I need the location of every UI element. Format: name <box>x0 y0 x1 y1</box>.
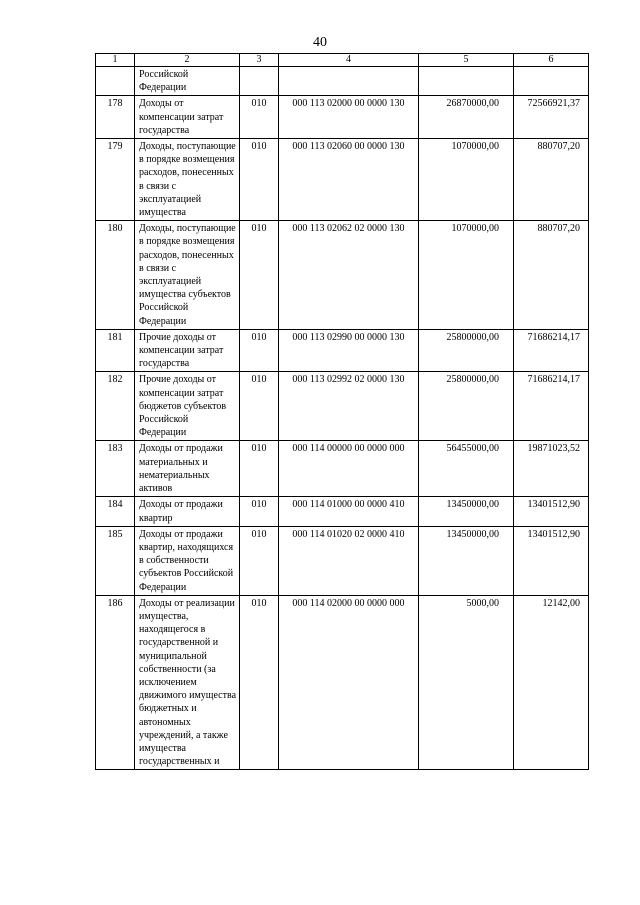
row-planned: 25800000,00 <box>419 329 514 372</box>
row-name: Доходы от продажи квартир <box>135 497 240 526</box>
row-line-code: 010 <box>240 139 279 221</box>
row-line-code: 010 <box>240 221 279 330</box>
row-planned: 25800000,00 <box>419 372 514 441</box>
table-row <box>96 329 589 372</box>
row-line-code: 010 <box>240 595 279 770</box>
header-col-6: 6 <box>514 54 589 67</box>
row-planned: 26870000,00 <box>419 96 514 139</box>
row-actual <box>514 67 589 96</box>
row-name: Доходы, поступающие в порядке возмещения расходов, понесенных в связи с эксплуатацией имущества субъектов Российской Федерации <box>135 221 240 330</box>
row-number <box>96 67 135 96</box>
row-planned: 1070000,00 <box>419 221 514 330</box>
row-actual: 71686214,17 <box>514 329 589 372</box>
row-actual: 12142,00 <box>514 595 589 770</box>
row-number: 186 <box>96 595 135 770</box>
row-actual: 72566921,37 <box>514 96 589 139</box>
header-row <box>96 54 589 67</box>
row-name: Российской Федерации <box>135 67 240 96</box>
row-number: 185 <box>96 526 135 595</box>
row-actual: 13401512,90 <box>514 526 589 595</box>
row-budget-code: 000 114 02000 00 0000 000 <box>279 595 419 770</box>
row-number: 183 <box>96 441 135 497</box>
row-budget-code: 000 114 00000 00 0000 000 <box>279 441 419 497</box>
row-budget-code: 000 113 02992 02 0000 130 <box>279 372 419 441</box>
row-planned: 13450000,00 <box>419 526 514 595</box>
row-budget-code <box>279 67 419 96</box>
table-body <box>96 67 589 770</box>
row-planned <box>419 67 514 96</box>
budget-table <box>95 53 589 770</box>
row-name: Доходы от продажи квартир, находящихся в собственности субъектов Российской Федерации <box>135 526 240 595</box>
header-col-2: 2 <box>135 54 240 67</box>
row-number: 184 <box>96 497 135 526</box>
header-col-5: 5 <box>419 54 514 67</box>
row-line-code: 010 <box>240 329 279 372</box>
row-actual: 71686214,17 <box>514 372 589 441</box>
row-name: Доходы от продажи материальных и нематериальных активов <box>135 441 240 497</box>
row-line-code: 010 <box>240 96 279 139</box>
row-planned: 5000,00 <box>419 595 514 770</box>
row-planned: 1070000,00 <box>419 139 514 221</box>
table-row <box>96 67 589 96</box>
row-line-code: 010 <box>240 441 279 497</box>
row-budget-code: 000 114 01020 02 0000 410 <box>279 526 419 595</box>
row-actual: 13401512,90 <box>514 497 589 526</box>
header-col-1: 1 <box>96 54 135 67</box>
row-name: Доходы от компенсации затрат государства <box>135 96 240 139</box>
row-name: Прочие доходы от компенсации затрат государства <box>135 329 240 372</box>
row-number: 181 <box>96 329 135 372</box>
row-actual: 880707,20 <box>514 221 589 330</box>
row-line-code: 010 <box>240 526 279 595</box>
header-col-3: 3 <box>240 54 279 67</box>
row-name: Доходы от реализации имущества, находящегося в государственной и муниципальной собственности (за исключением движимого имущества бюджетных и автономных учреждений, а также имущества государственных и <box>135 595 240 770</box>
row-budget-code: 000 113 02062 02 0000 130 <box>279 221 419 330</box>
table-row <box>96 221 589 330</box>
row-budget-code: 000 113 02000 00 0000 130 <box>279 96 419 139</box>
row-line-code: 010 <box>240 372 279 441</box>
table-row <box>96 595 589 770</box>
row-budget-code: 000 114 01000 00 0000 410 <box>279 497 419 526</box>
row-number: 178 <box>96 96 135 139</box>
table-row <box>96 372 589 441</box>
row-budget-code: 000 113 02990 00 0000 130 <box>279 329 419 372</box>
row-line-code <box>240 67 279 96</box>
row-name: Доходы, поступающие в порядке возмещения расходов, понесенных в связи с эксплуатацией имущества <box>135 139 240 221</box>
row-name: Прочие доходы от компенсации затрат бюджетов субъектов Российской Федерации <box>135 372 240 441</box>
page-number: 40 <box>313 35 327 50</box>
row-actual: 880707,20 <box>514 139 589 221</box>
table-row <box>96 96 589 139</box>
row-number: 179 <box>96 139 135 221</box>
row-number: 180 <box>96 221 135 330</box>
row-planned: 13450000,00 <box>419 497 514 526</box>
table-row <box>96 139 589 221</box>
row-line-code: 010 <box>240 497 279 526</box>
table-row <box>96 497 589 526</box>
table-header <box>96 54 589 67</box>
row-budget-code: 000 113 02060 00 0000 130 <box>279 139 419 221</box>
table-row <box>96 526 589 595</box>
row-number: 182 <box>96 372 135 441</box>
header-col-4: 4 <box>279 54 419 67</box>
row-planned: 56455000,00 <box>419 441 514 497</box>
row-actual: 19871023,52 <box>514 441 589 497</box>
table-row <box>96 441 589 497</box>
